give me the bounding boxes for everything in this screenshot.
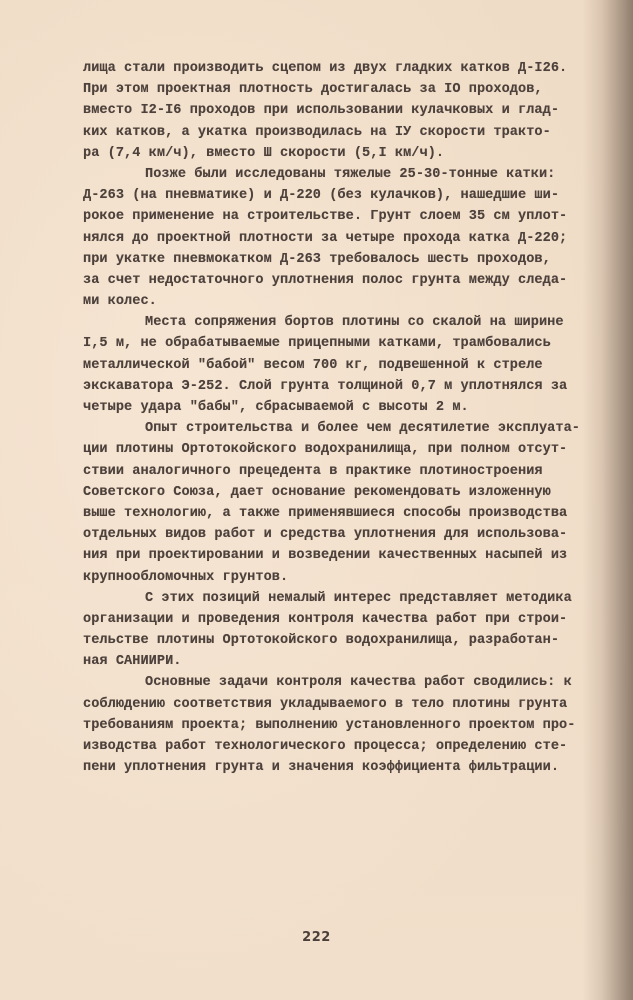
text-line: экскаватора Э-252. Слой грунта толщиной 0,7 м уплотнялся за (83, 378, 568, 394)
text-line: ции плотины Ортотокойского водохранилища, при полном отсут- (83, 442, 568, 458)
text-line: выше технологию, а также применявшиеся способы производства (83, 505, 568, 521)
text-line-first: Позже были исследованы тяжелые 25-30-тонные катки: (145, 166, 556, 182)
text-line: организации и проведения контроля качества работ при строи- (83, 611, 568, 627)
text-line-first: Основные задачи контроля качества работ сводились: к (145, 675, 572, 691)
text-line: При этом проектная плотность достигалась за IO проходов, (83, 82, 543, 98)
text-line-first: Места сопряжения бортов плотины со скалой на ширине (145, 315, 564, 331)
text-line: тельстве плотины Ортотокойского водохранилища, разработан- (83, 633, 560, 649)
text-line: ствии аналогичного прецедента в практике плотиностроения (83, 463, 543, 479)
text-line: металлической "бабой" весом 700 кг, подвешенной к стреле (83, 357, 543, 373)
paragraph-6 (83, 672, 603, 778)
text-line: I,5 м, не обрабатываемые прицепными катками, трамбовались (83, 336, 551, 352)
text-line-first: Опыт строительства и более чем десятилетие эксплуата- (145, 421, 581, 437)
text-line: соблюдению соответствия укладываемого в тело плотины грунта (83, 696, 568, 712)
text-line-first: С этих позиций немалый интерес представляет методика (145, 590, 572, 606)
text-line: четыре удара "бабы", сбрасываемой с высоты 2 м. (83, 400, 469, 415)
document-body (83, 58, 603, 778)
text-line: ра (7,4 км/ч), вместо Ш скорости (5,I км/ч). (83, 145, 445, 161)
paragraph-1 (83, 58, 603, 164)
text-line: ми колес. (83, 294, 157, 310)
text-line: при укатке пневмокатком Д-263 требовалось шесть проходов, (83, 251, 551, 267)
paragraph-5 (83, 588, 603, 673)
text-line: крупнообломочных грунтов. (83, 569, 289, 585)
text-line: пени уплотнения грунта и значения коэффициента фильтрации. (83, 760, 560, 776)
text-line: ная САНИИРИ. (83, 654, 182, 670)
text-line: требованиям проекта; выполнению установленного проектом про- (83, 717, 576, 733)
paragraph-3 (83, 312, 603, 418)
text-line: рокое применение на строительстве. Грунт слоем 35 см уплот- (83, 209, 568, 225)
paragraph-2 (83, 164, 603, 312)
text-line: вместо I2-I6 проходов при использовании кулачковых и глад- (83, 103, 560, 119)
text-line: Д-263 (на пневматике) и Д-220 (без кулачков), нашедшие ши- (83, 188, 560, 204)
text-line: за счет недостаточного уплотнения полос грунта между следа- (83, 272, 568, 288)
text-line: отдельных видов работ и средства уплотнения для использова- (83, 527, 568, 543)
page-number: 222 (302, 930, 331, 945)
paragraph-4 (83, 418, 603, 588)
text-line: изводства работ технологического процесса; определению сте- (83, 739, 568, 754)
text-line: Советского Союза, дает основание рекомендовать изложенную (83, 484, 551, 500)
text-line: ния при проектировании и возведении качественных насыпей из (83, 548, 568, 564)
text-line: нялся до проектной плотности за четыре прохода катка Д-220; (83, 230, 568, 246)
text-line: лища стали производить сцепом из двух гладких катков Д-I26. (83, 61, 568, 76)
text-line: ких катков, а укатка производилась на IУ скорости тракто- (83, 124, 551, 140)
